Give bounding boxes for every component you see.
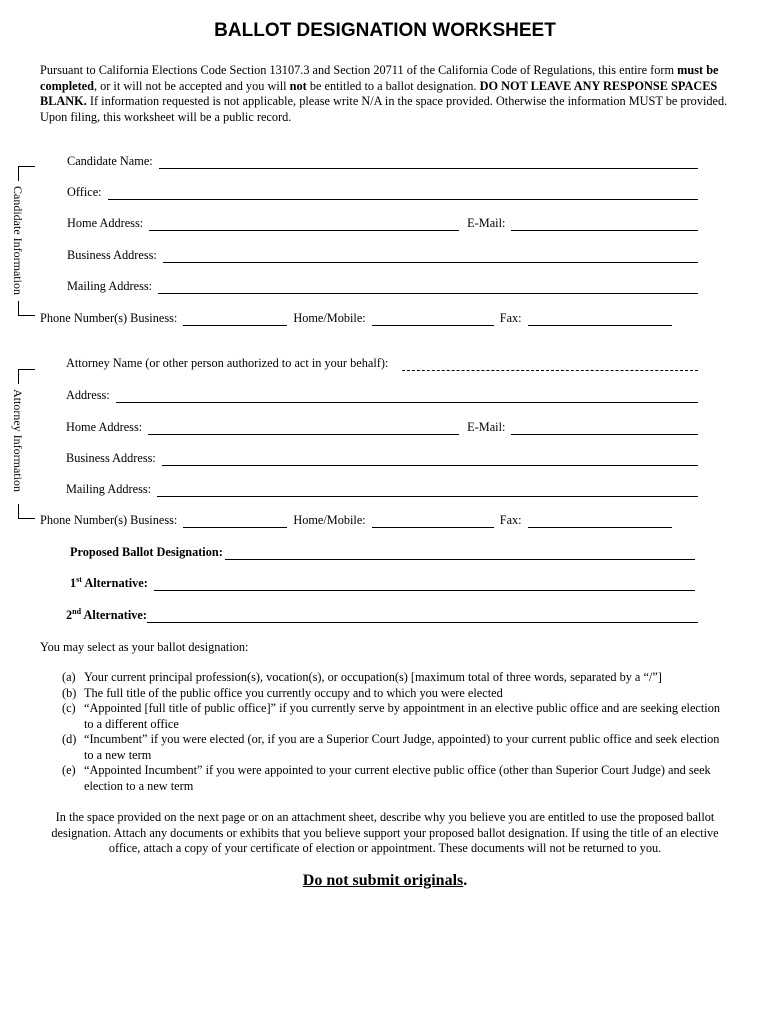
attorney-business-address-row bbox=[66, 450, 698, 466]
second-alternative-text: Alternative: bbox=[81, 608, 147, 622]
option-b-mark: (b) bbox=[62, 685, 77, 700]
do-not-submit-period: . bbox=[463, 872, 468, 889]
attorney-bracket-bottom bbox=[18, 504, 35, 519]
attorney-address-label: Address: bbox=[66, 388, 110, 402]
candidate-name-label: Candidate Name: bbox=[67, 154, 153, 168]
candidate-business-address-field[interactable] bbox=[163, 250, 698, 263]
attorney-mailing-address-row bbox=[66, 481, 698, 497]
attorney-name-label: Attorney Name (or other person authorized to act in your behalf): bbox=[66, 356, 389, 370]
attorney-mailing-address-field[interactable] bbox=[157, 484, 698, 497]
candidate-section-label: Candidate Information bbox=[11, 186, 25, 295]
candidate-name-field[interactable] bbox=[159, 156, 698, 169]
intro-text-4: If information requested is not applicable, please write N/A in the space provided. Otherwise the information MUST be provided. Upon filing, this worksheet will be a public record. bbox=[40, 94, 728, 124]
first-alternative-number: 1 bbox=[70, 576, 77, 590]
first-alternative-suffix: st bbox=[76, 574, 82, 584]
second-alternative-suffix: nd bbox=[72, 606, 82, 616]
designation-options-list bbox=[62, 670, 730, 794]
attorney-address-row bbox=[66, 387, 698, 403]
candidate-mailing-address-field[interactable] bbox=[158, 281, 698, 294]
attorney-home-address-field[interactable] bbox=[148, 422, 459, 435]
option-a bbox=[62, 670, 730, 686]
intro-text-2: , or it will not be accepted and you will bbox=[93, 78, 290, 93]
attorney-phone-business-label: Phone Number(s) Business: bbox=[40, 513, 178, 527]
select-intro: You may select as your ballot designation: bbox=[40, 640, 249, 654]
office-row bbox=[67, 184, 698, 200]
candidate-phone-row bbox=[40, 310, 672, 326]
candidate-phone-business-field[interactable] bbox=[183, 313, 287, 326]
attorney-home-mobile-label: Home/Mobile: bbox=[293, 513, 366, 527]
first-alternative-text: Alternative: bbox=[81, 576, 148, 590]
first-alternative-row bbox=[70, 575, 695, 591]
attorney-name-row bbox=[66, 355, 698, 371]
attorney-mailing-address-label: Mailing Address: bbox=[66, 482, 152, 496]
candidate-bracket-bottom bbox=[18, 301, 35, 316]
proposed-designation-field[interactable] bbox=[225, 547, 695, 560]
office-label: Office: bbox=[67, 185, 102, 199]
candidate-name-row bbox=[67, 153, 698, 169]
candidate-home-mobile-label: Home/Mobile: bbox=[293, 311, 366, 325]
second-alternative-field[interactable] bbox=[147, 610, 698, 623]
candidate-business-address-label: Business Address: bbox=[67, 248, 157, 262]
form-title: BALLOT DESIGNATION WORKSHEET bbox=[214, 20, 556, 41]
intro-bold-3: DO NOT LEAVE ANY RESPONSE SPACES BLANK. bbox=[40, 78, 718, 108]
first-alternative-label bbox=[70, 575, 154, 591]
attorney-name-field[interactable] bbox=[402, 358, 698, 371]
candidate-email-label: E-Mail: bbox=[467, 216, 506, 230]
candidate-bracket-top bbox=[18, 166, 35, 181]
attorney-home-mobile-field[interactable] bbox=[372, 515, 494, 528]
first-alternative-field[interactable] bbox=[154, 578, 695, 591]
option-a-text: Your current principal profession(s), vocation(s), or occupation(s) [maximum total of three words, separated by a “/”] bbox=[84, 670, 662, 684]
attorney-phone-business-field[interactable] bbox=[183, 515, 287, 528]
option-d-text: “Incumbent” if you were elected (or, if you are a Superior Court Judge, appointed) to your current public office and seek election to a new term bbox=[84, 732, 720, 762]
candidate-fax-field[interactable] bbox=[528, 313, 672, 326]
second-alternative-number: 2 bbox=[66, 608, 73, 622]
attorney-bracket-top bbox=[18, 369, 35, 384]
attorney-fax-field[interactable] bbox=[528, 515, 672, 528]
candidate-mailing-address-label: Mailing Address: bbox=[67, 279, 153, 293]
attorney-business-address-field[interactable] bbox=[162, 453, 698, 466]
proposed-designation-label: Proposed Ballot Designation: bbox=[70, 545, 223, 559]
proposed-designation-row bbox=[70, 544, 695, 560]
closing-paragraph: In the space provided on the next page or on an attachment sheet, describe why you believe you are entitled to use the proposed ballot designation. Attach any documents or exhibits that you believe support your proposed ballot designation. If using the title of an elective office, attach a copy of your certificate of election or appointment. These documents will not be returned to you. bbox=[51, 810, 719, 855]
candidate-business-address-row bbox=[67, 247, 698, 263]
second-alternative-label bbox=[66, 607, 147, 623]
candidate-home-address-label: Home Address: bbox=[67, 216, 144, 230]
intro-paragraph bbox=[40, 63, 730, 125]
option-b bbox=[62, 686, 730, 702]
option-e-mark: (e) bbox=[62, 763, 76, 777]
candidate-email-field[interactable] bbox=[511, 218, 698, 231]
do-not-submit-notice bbox=[0, 872, 770, 890]
attorney-address-field[interactable] bbox=[116, 390, 698, 403]
attorney-section-label: Attorney Information bbox=[11, 389, 25, 492]
option-d-mark: (d) bbox=[62, 732, 77, 746]
candidate-home-mobile-field[interactable] bbox=[372, 313, 494, 326]
intro-bold-1: must be completed bbox=[40, 63, 719, 93]
candidate-mailing-address-row bbox=[67, 278, 698, 294]
option-a-mark: (a) bbox=[62, 670, 76, 684]
attorney-business-address-label: Business Address: bbox=[66, 451, 156, 465]
candidate-phone-business-label: Phone Number(s) Business: bbox=[40, 311, 178, 325]
attorney-home-address-row bbox=[66, 419, 698, 435]
option-c bbox=[62, 701, 730, 732]
candidate-fax-label: Fax: bbox=[499, 311, 522, 325]
second-alternative-row bbox=[66, 607, 698, 623]
option-e bbox=[62, 763, 730, 794]
intro-bold-2: not bbox=[289, 78, 307, 93]
intro-text-3: be entitled to a ballot designation. bbox=[306, 78, 480, 93]
intro-text-1: Pursuant to California Elections Code Section 13107.3 and Section 20711 of the California Code of Regulations, this entire form bbox=[40, 63, 678, 77]
attorney-home-address-label: Home Address: bbox=[66, 420, 143, 434]
candidate-home-address-field[interactable] bbox=[149, 218, 459, 231]
option-e-text: “Appointed Incumbent” if you were appointed to your current elective public office (other than Superior Court Judge) and seek election to a new term bbox=[84, 763, 711, 793]
option-c-text: “Appointed [full title of public office]” if you currently serve by appointment in an elective public office and are seeking election to a different office bbox=[84, 701, 721, 731]
option-d bbox=[62, 732, 730, 763]
option-c-mark: (c) bbox=[62, 701, 76, 715]
attorney-phone-row bbox=[40, 512, 672, 528]
attorney-fax-label: Fax: bbox=[499, 513, 522, 527]
candidate-home-address-row bbox=[67, 215, 698, 231]
do-not-submit-text: Do not submit originals bbox=[302, 872, 464, 889]
attorney-email-label: E-Mail: bbox=[467, 420, 506, 434]
option-b-text: The full title of the public office you currently occupy and to which you were elected bbox=[84, 685, 503, 700]
attorney-email-field[interactable] bbox=[511, 422, 698, 435]
office-field[interactable] bbox=[108, 187, 698, 200]
